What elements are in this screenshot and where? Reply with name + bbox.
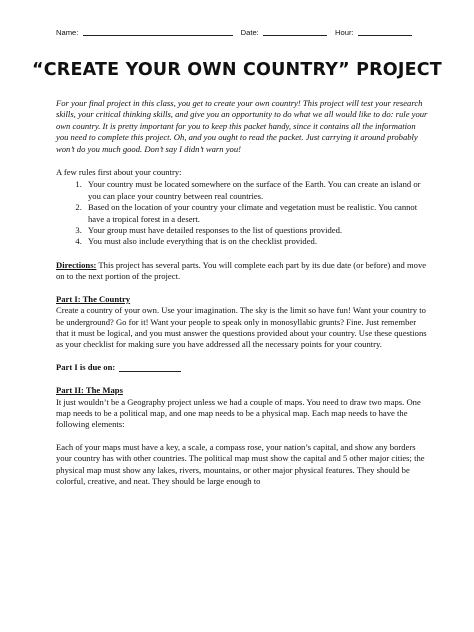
name-blank	[83, 28, 233, 36]
rules-intro: A few rules first about your country:	[56, 167, 182, 178]
date-blank	[263, 28, 327, 36]
date-label: Date:	[240, 28, 259, 37]
directions-paragraph	[56, 260, 430, 283]
part2-heading: Part II: The Maps	[56, 385, 123, 396]
hour-blank	[358, 28, 412, 36]
directions-label: Directions:	[56, 259, 97, 270]
intro-paragraph: For your final project in this class, you get to create your own country! This project will test your research skills, your critical thinking skills, and give you an opportunity to do what we all would like to do: rule your own country. It is pretty important for you to keep this packet handy, since it contains all the information you need to complete this project. Oh, and you ought to read the packet. Just carrying it around probably won’t do you much good. Don’t say I didn’t warn you!	[56, 98, 428, 154]
rule-item: 3. Your group must have detailed responses to the list of questions provided.	[84, 225, 430, 236]
page-title: “CREATE YOUR OWN COUNTRY” PROJECT	[32, 60, 442, 80]
due-date-blank	[119, 363, 181, 372]
directions-text: This project has several parts. You will complete each part by its due date (or before) and move on to the next portion of the project.	[56, 259, 427, 282]
part1-due-label: Part I is due on:	[56, 361, 116, 372]
student-info-header	[56, 28, 426, 37]
part1-text: Create a country of your own. Use your imagination. The sky is the limit so have fun! Want your country to be underground? Go for it! Want your people to speak only in monosyllabic grunts? Fine. Just remember that it must be logical, and you must answer the questions provided about your country. Use these questions as your checklist for making sure you have addressed all the necessary points for your country.	[56, 305, 427, 350]
name-label: Name:	[56, 28, 79, 37]
part2-text-2: Each of your maps must have a key, a scale, a compass rose, your nation’s capital, and show any borders your country has with other countries. The political map must show the capital and 5 other major cities; the physical map must show any lakes, rivers, mountains, or other major physical features. They should be colorful, creative, and neat. They should be large enough to	[56, 441, 425, 486]
document-body	[56, 98, 430, 487]
part1-due	[56, 362, 430, 373]
rule-item: 2. Based on the location of your country your climate and vegetation must be realistic. You cannot have a tropical forest in a desert.	[84, 202, 430, 225]
part2-text-1: It just wouldn’t be a Geography project unless we had a couple of maps. You need to draw two maps. One map needs to be a political map, and one map needs to be a physical map. Each map needs to have the following elements:	[56, 396, 421, 430]
rule-item: 1. Your country must be located somewhere on the surface of the Earth. You can create an island or you can place your country between real countries.	[84, 179, 430, 202]
part1-heading: Part I: The Country	[56, 293, 131, 304]
rule-item: 4. You must also include everything that is on the checklist provided.	[84, 236, 430, 247]
rules-list	[56, 179, 430, 247]
hour-label: Hour:	[335, 28, 354, 37]
